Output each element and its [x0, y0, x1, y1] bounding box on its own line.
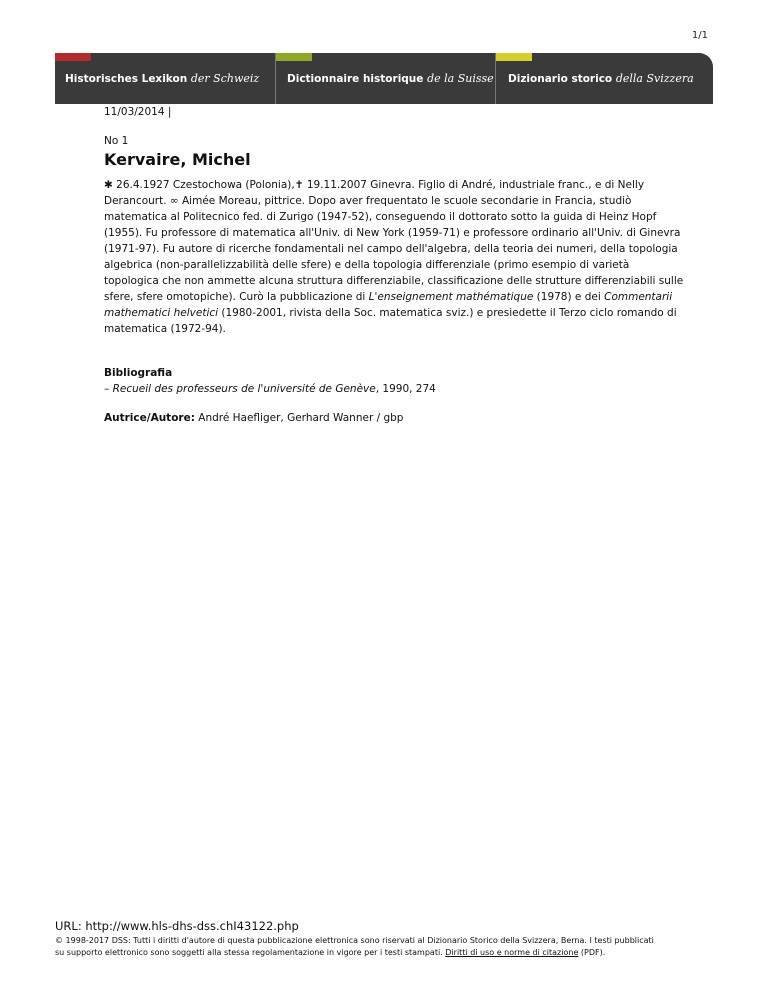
banner-color-bar-red — [55, 53, 91, 61]
footer — [55, 919, 655, 958]
body-italic-2: Commentarii mathematici helvetici — [104, 291, 673, 319]
bibliography-item — [104, 383, 684, 395]
banner-color-bar-green — [276, 53, 312, 61]
bibliography-heading: Bibliografia — [104, 367, 173, 379]
copyright-suffix: (PDF). — [578, 947, 606, 957]
banner-label-de-italic: der Schweiz — [190, 72, 260, 85]
bibliography-prefix: – — [104, 383, 113, 395]
article-content — [104, 106, 684, 424]
banner-color-bar-yellow — [496, 53, 532, 61]
banner-label-de: Historisches Lexikon — [65, 72, 188, 85]
banner-label-fr-italic: de la Suisse — [427, 72, 494, 85]
bibliography-details: , 1990, 274 — [375, 383, 436, 395]
usage-rights-link[interactable]: Diritti di uso e norme di citazione — [445, 947, 579, 957]
author-line — [104, 412, 684, 424]
body-italic-1: L'enseignement mathématique — [368, 291, 534, 303]
author-label: Autrice/Autore: — [104, 412, 195, 424]
banner-label-it-italic: della Svizzera — [615, 72, 694, 85]
page-number: 1/1 — [691, 30, 708, 41]
article-title: Kervaire, Michel — [104, 150, 251, 169]
article-body — [104, 177, 684, 337]
banner-segment-it[interactable] — [495, 53, 713, 104]
footer-url[interactable]: URL: http://www.hls-dhs-dss.chI43122.php — [55, 919, 299, 933]
article-number: No 1 — [104, 135, 129, 147]
footer-copyright — [55, 935, 655, 958]
banner-segment-de[interactable] — [55, 53, 275, 104]
body-part-1: ✱ 26.4.1927 Czestochowa (Polonia),✝ 19.11.2007 Ginevra. Figlio di André, industriale franc., e di Nelly Derancourt. ∞ Aimée Moreau, pittrice. Dopo aver frequentato le scuole secondarie in Francia, studiò matematica al Politecnico fed. di Zurigo (1947-52), conseguendo il dottorato sotto la guida di Heinz Hopf (1955). Fu professore di matematica all'Univ. di New York (1959-71) e professore ordinario all'Univ. di Ginevra (1971-97). Fu autore di ricerche fondamentali nel campo dell'algebra, della teoria dei numeri, della topologia algebrica (non-parallelizzabilità delle sfere) e della topologia differenziale (primo esempio di varietà topologica che non ammette alcuna struttura differenziabile, classificazione delle strutture differenziabili sulle sfere, sfere omotopiche). Curò la pubblicazione di — [104, 179, 684, 303]
article-date: 11/03/2014 | — [104, 106, 172, 118]
banner-segment-fr[interactable] — [275, 53, 495, 104]
body-part-3: (1980-2001, rivista della Soc. matematica sviz.) e presiedette il Terzo ciclo romando di matematica (1972-94). — [104, 307, 677, 335]
banner-label-fr: Dictionnaire historique — [287, 72, 424, 85]
bibliography-title: Recueil des professeurs de l'université de Genève — [112, 383, 376, 395]
copyright-text: © 1998-2017 DSS: Tutti i diritti d'autore di questa pubblicazione elettronica sono riservati al Dizionario Storico della Svizzera, Berna. I testi pubblicati su supporto elettronico sono soggetti alla stessa regolamentazione in vigore per i testi stampati. — [55, 936, 654, 957]
header-banner — [55, 53, 713, 104]
author-names: André Haefliger, Gerhard Wanner / gbp — [194, 412, 404, 424]
body-part-2: (1978) e dei — [533, 291, 605, 303]
banner-label-it: Dizionario storico — [508, 72, 613, 85]
